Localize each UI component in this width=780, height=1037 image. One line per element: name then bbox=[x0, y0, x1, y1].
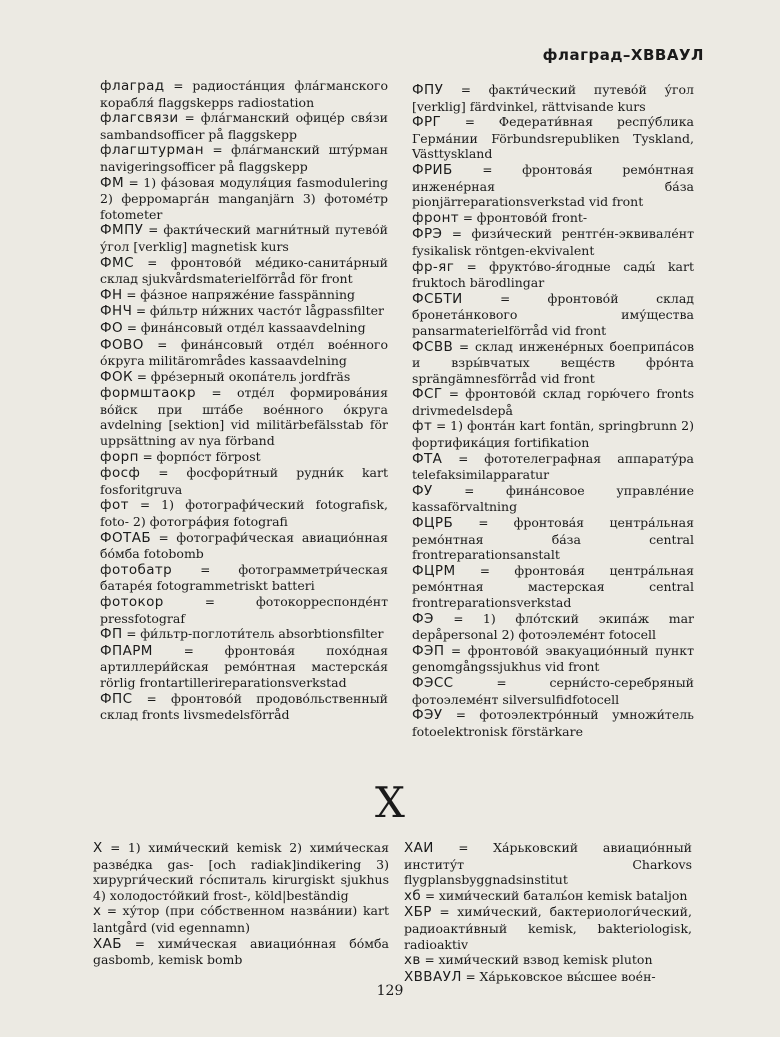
equals-sign: = bbox=[151, 530, 177, 545]
entry-headword: ФТА bbox=[412, 450, 443, 467]
entry-headword: ФЭП bbox=[412, 642, 445, 659]
equals-sign: = bbox=[164, 79, 193, 93]
equals-sign: = bbox=[143, 223, 164, 238]
equals-sign: = bbox=[459, 210, 477, 225]
dictionary-entry bbox=[100, 385, 388, 448]
dictionary-entry bbox=[100, 110, 388, 142]
entry-headword: ФПС bbox=[100, 690, 133, 707]
entry-definition: фронтово́й ме́дико-санита́рный склад sjukvårdsmaterielförråd för front bbox=[100, 254, 388, 287]
entry-headword: ФОВО bbox=[100, 336, 144, 353]
equals-sign: = bbox=[178, 111, 201, 126]
equals-sign: = bbox=[122, 627, 141, 642]
entry-definition: фронтово́й эвакуацио́нный пункт genomgångssjukhus vid front bbox=[412, 642, 694, 675]
equals-sign: = bbox=[123, 320, 141, 335]
entry-headword: ХБР bbox=[404, 904, 432, 921]
entry-headword: ФМ bbox=[100, 174, 125, 191]
equals-sign: = bbox=[452, 162, 523, 177]
entry-definition: хими́ческая авиацио́нная бо́мба gasbomb, kemisk bomb bbox=[93, 935, 389, 968]
dictionary-entry bbox=[412, 114, 694, 162]
entry-definition: фина́нсовый отде́л kassaavdelning bbox=[140, 319, 366, 335]
entry-definition: серни́сто-серебряный фотоэлеме́нт silversulfidfotocell bbox=[412, 674, 694, 707]
entry-definition: фронтово́й склад бронета́нкового иму́щества pansarmaterielförråd vid front bbox=[412, 290, 694, 338]
dictionary-entry bbox=[100, 530, 388, 562]
entry-headword: фронт bbox=[412, 209, 460, 226]
entry-definition: хими́ческий, бактериологи́ческий, радиоакти́вный kemisk, bakteriologisk, radioaktiv bbox=[404, 904, 692, 952]
entry-headword: фот bbox=[100, 497, 129, 514]
entry-headword: ФО bbox=[100, 319, 124, 336]
entry-headword: ФОТАБ bbox=[100, 529, 151, 546]
dictionary-entry bbox=[100, 643, 388, 691]
equals-sign: = bbox=[433, 841, 494, 855]
equals-sign: = bbox=[453, 675, 550, 690]
dictionary-entry bbox=[404, 904, 692, 952]
entry-headword: ФН bbox=[100, 286, 123, 303]
entry-headword: ФРГ bbox=[412, 114, 442, 131]
equals-sign: = bbox=[140, 466, 187, 481]
entry-definition: 1) хими́ческий kemisk 2) хими́ческая разве́дка gas- [och radiak]indikering 3) хирурги́ческий го́спиталь kirurgiskt sjukhus 4) холодосто́йкий frost-, köld|beständig bbox=[93, 840, 390, 903]
dictionary-entry bbox=[100, 562, 388, 594]
dictionary-entry bbox=[412, 515, 694, 563]
entry-headword: ФП bbox=[100, 626, 123, 643]
equals-sign: = bbox=[204, 143, 232, 158]
equals-sign: = bbox=[138, 449, 157, 464]
equals-sign: = bbox=[455, 563, 515, 578]
entry-definition: ху́тор (при со́бственном назва́нии) kart lantgård (vid egennamn) bbox=[93, 903, 389, 935]
left-column-top bbox=[100, 78, 388, 723]
dictionary-entry bbox=[100, 142, 388, 174]
entry-definition: фина́нсовое управле́ние kassaförvaltning bbox=[412, 482, 694, 515]
entry-definition: факти́ческий магни́тный путево́й у́гол [verklig] magnetisk kurs bbox=[100, 222, 388, 254]
right-column-top bbox=[412, 82, 694, 739]
left-column-bottom bbox=[93, 840, 389, 968]
dictionary-entry bbox=[412, 82, 694, 114]
dictionary-entry bbox=[412, 162, 694, 210]
dictionary-entry bbox=[100, 449, 388, 466]
entry-definition: фронтова́я центра́льная ремо́нтная мастерская central frontreparationsverkstad bbox=[412, 562, 694, 610]
entry-definition: фронтово́й склад горю́чего fronts drivmedelsdepå bbox=[412, 386, 694, 418]
dictionary-entry bbox=[412, 563, 694, 611]
dictionary-entry bbox=[93, 903, 389, 935]
equals-sign: = bbox=[442, 387, 466, 402]
equals-sign: = bbox=[461, 969, 480, 984]
equals-sign: = bbox=[432, 419, 451, 434]
entry-definition: фронтово́й продово́льственный склад fronts livsmedelsförråd bbox=[100, 690, 388, 723]
dictionary-entry bbox=[100, 626, 388, 643]
entry-headword: ФСБТИ bbox=[412, 290, 463, 307]
equals-sign: = bbox=[453, 339, 475, 354]
entry-headword: фосф bbox=[100, 465, 141, 482]
dictionary-entry bbox=[100, 303, 388, 320]
equals-sign: = bbox=[462, 291, 548, 306]
entry-headword: ФЦРБ bbox=[412, 515, 454, 532]
entry-headword: ФЭ bbox=[412, 610, 434, 627]
page-number: 129 bbox=[376, 983, 404, 999]
dictionary-entry bbox=[100, 337, 388, 369]
entry-definition: отде́л формирова́ния во́йск при шта́бе вое́нного о́круга avdelning [sektion] vid militärbefälsstab för uppsättning av nya förband bbox=[100, 385, 388, 449]
equals-sign: = bbox=[431, 905, 458, 920]
entry-definition: фронтова́я центра́льная ремо́нтная ба́за central frontreparationsanstalt bbox=[412, 515, 694, 563]
dictionary-entry bbox=[412, 339, 694, 387]
right-column-bottom bbox=[404, 840, 692, 985]
dictionary-entry bbox=[100, 222, 388, 254]
entry-headword: флагштурман bbox=[100, 142, 204, 159]
entry-definition: фа́зное напряже́ние fasspänning bbox=[140, 286, 355, 302]
dictionary-entry bbox=[93, 936, 389, 968]
entry-definition: хими́ческий взвод kemisk pluton bbox=[438, 952, 653, 968]
entry-headword: форп bbox=[100, 448, 139, 465]
entry-headword: ФМС bbox=[100, 254, 134, 271]
entry-headword: ФУ bbox=[412, 482, 433, 499]
equals-sign: = bbox=[102, 841, 128, 855]
equals-sign: = bbox=[128, 498, 162, 513]
dictionary-entry bbox=[412, 210, 694, 227]
dictionary-entry bbox=[100, 175, 388, 223]
dictionary-entry bbox=[412, 259, 694, 291]
entry-headword: ФМПУ bbox=[100, 222, 144, 239]
equals-sign: = bbox=[196, 386, 237, 401]
entry-headword: ФЦРМ bbox=[412, 562, 456, 579]
entry-headword: ХВВАУЛ bbox=[404, 968, 462, 985]
entry-headword: флагсвязи bbox=[100, 110, 179, 127]
entry-definition: фла́гманский шту́рман navigeringsofficer på flaggskepp bbox=[100, 142, 388, 174]
dictionary-entry bbox=[404, 888, 692, 905]
entry-definition: Ха́рьковский авиацио́нный институ́т Charkovs flygplansbyggnadsinstitut bbox=[404, 840, 692, 888]
entry-definition: 1) фонта́н kart fontän, springbrunn 2) фортифика́ция fortifikation bbox=[412, 418, 694, 451]
entry-headword: ФРЭ bbox=[412, 226, 443, 243]
dictionary-entry bbox=[404, 952, 692, 969]
entry-headword: ФЭСС bbox=[412, 674, 454, 691]
entry-definition: фотоэлектро́нный умножи́тель fotoelektronisk förstärkare bbox=[412, 707, 694, 739]
dictionary-entry bbox=[100, 594, 388, 626]
entry-definition: фосфори́тный рудни́к kart fosforitgruva bbox=[100, 465, 389, 497]
equals-sign: = bbox=[442, 227, 472, 242]
entry-definition: фототелеграфная аппарату́ра telefaksimilapparatur bbox=[412, 450, 694, 483]
entry-headword: фотобатр bbox=[100, 561, 173, 578]
dictionary-entry bbox=[100, 78, 388, 110]
entry-headword: флаград bbox=[100, 78, 165, 94]
dictionary-entry bbox=[93, 840, 389, 903]
entry-definition: фи́льтр ни́жних часто́т lågpassfilter bbox=[149, 303, 385, 319]
entry-headword: ФПАРМ bbox=[100, 642, 153, 659]
entry-headword: х bbox=[93, 903, 102, 920]
equals-sign: = bbox=[441, 115, 499, 130]
entry-definition: фина́нсовый отде́л вое́нного о́круга militärområdes kassaavdelning bbox=[100, 336, 388, 369]
entry-headword: ФСВВ bbox=[412, 338, 454, 355]
entry-headword: хв bbox=[404, 952, 421, 969]
entry-headword: ФЭУ bbox=[412, 707, 443, 724]
dictionary-entry bbox=[100, 369, 388, 386]
dictionary-entry bbox=[100, 691, 388, 723]
equals-sign: = bbox=[143, 337, 181, 352]
equals-sign: = bbox=[420, 953, 439, 968]
entry-definition: фла́гманский офице́р свя́зи sambandsofficer på flaggskepp bbox=[100, 110, 388, 142]
equals-sign: = bbox=[443, 83, 489, 97]
dictionary-entry bbox=[412, 451, 694, 483]
equals-sign: = bbox=[124, 175, 144, 190]
dictionary-entry bbox=[412, 611, 694, 643]
dictionary-entry bbox=[412, 291, 694, 339]
entry-headword: фт bbox=[412, 418, 433, 435]
equals-sign: = bbox=[132, 691, 171, 706]
dictionary-entry bbox=[100, 255, 388, 287]
entry-definition: склад инжене́рных боеприпа́сов и взры́вчатых веще́ств фро́нта sprängämnesförråd vid front bbox=[412, 338, 694, 386]
entry-headword: ФОК bbox=[100, 368, 134, 385]
equals-sign: = bbox=[133, 369, 151, 384]
entry-headword: ХАИ bbox=[404, 840, 434, 856]
entry-definition: факти́ческий путево́й у́гол [verklig] färdvinkel, rättvisande kurs bbox=[412, 82, 694, 114]
equals-sign: = bbox=[433, 611, 483, 626]
entry-headword: Х bbox=[93, 840, 103, 856]
equals-sign: = bbox=[133, 255, 171, 270]
entry-definition: физи́ческий рентге́н-эквивале́нт fysikalisk röntgen-ekvivalent bbox=[412, 226, 695, 258]
entry-headword: фотокор bbox=[100, 594, 164, 610]
entry-definition: 1) фа́зовая модуля́ция fasmodulering 2) ферромарга́н manganjärn 3) фотоме́тр fotometer bbox=[100, 174, 388, 222]
entry-headword: хб bbox=[404, 887, 422, 904]
dictionary-entry bbox=[100, 287, 388, 304]
equals-sign: = bbox=[444, 643, 468, 658]
entry-headword: ФСГ bbox=[412, 386, 443, 403]
running-head: флаград–ХВВАУЛ bbox=[542, 46, 704, 64]
equals-sign: = bbox=[163, 595, 256, 609]
dictionary-entry bbox=[412, 418, 694, 450]
entry-headword: ФПУ bbox=[412, 82, 444, 98]
entry-definition: фотокорреспонде́нт pressfotograf bbox=[100, 594, 388, 626]
entry-definition: форпо́ст förpost bbox=[156, 448, 261, 464]
entry-definition: фи́льтр-поглоти́тель absorbtionsfilter bbox=[140, 626, 384, 642]
entry-definition: Федерати́вная респу́блика Герма́нии Förbundsrepubliken Tyskland, Västtyskland bbox=[412, 114, 695, 162]
entry-headword: фр-яг bbox=[412, 258, 455, 275]
equals-sign: = bbox=[421, 888, 439, 903]
equals-sign: = bbox=[432, 483, 506, 498]
dictionary-entry bbox=[412, 675, 694, 707]
equals-sign: = bbox=[121, 936, 158, 951]
dictionary-entry bbox=[412, 707, 694, 739]
dictionary-entry bbox=[412, 643, 694, 675]
equals-sign: = bbox=[132, 304, 150, 319]
entry-definition: фотограмметри́ческая батаре́я fotogrammetriskt batteri bbox=[100, 561, 388, 594]
dictionary-entry bbox=[100, 320, 388, 337]
entry-definition: 1) фло́тский экипа́ж mar depåpersonal 2) фотоэлеме́нт fotocell bbox=[412, 610, 694, 643]
equals-sign: = bbox=[442, 451, 485, 466]
entry-definition: хими́ческий баталь́он kemisk bataljon bbox=[438, 887, 688, 903]
equals-sign: = bbox=[454, 259, 490, 274]
entry-headword: ХАБ bbox=[93, 935, 122, 952]
equals-sign: = bbox=[122, 287, 141, 302]
equals-sign: = bbox=[442, 708, 480, 723]
equals-sign: = bbox=[453, 516, 514, 531]
dictionary-entry bbox=[412, 226, 694, 258]
entry-definition: фре́зерный окопа́тель jordfräs bbox=[150, 368, 351, 384]
entry-definition: фронтова́я ремо́нтная инжене́рная ба́за pionjärreparationsverkstad vid front bbox=[412, 161, 694, 210]
entry-definition: Ха́рьковское вы́сшее вое́н- bbox=[479, 968, 656, 984]
entry-headword: ФРИБ bbox=[412, 161, 453, 178]
equals-sign: = bbox=[152, 643, 225, 658]
entry-headword: формштаокр bbox=[100, 385, 197, 402]
entry-definition: 1) фотографи́ческий fotografisk, foto- 2) фотогра́фия fotografi bbox=[100, 497, 388, 530]
dictionary-entry bbox=[412, 483, 694, 515]
entry-definition: фрукто́во-я́годные сады́ kart fruktoch bärodlingar bbox=[412, 258, 694, 291]
entry-definition: фотографи́ческая авиацио́нная бо́мба fotobomb bbox=[100, 529, 388, 562]
entry-definition: фронтово́й front- bbox=[476, 209, 588, 225]
dictionary-entry bbox=[412, 386, 694, 418]
dictionary-entry bbox=[100, 497, 388, 529]
dictionary-entry bbox=[404, 840, 692, 888]
entry-definition: фронтова́я похо́дная артиллери́йская ремо́нтная мастерска́я rörlig frontartillerireparationsverkstad bbox=[100, 642, 388, 690]
entry-definition: радиоста́нция фла́гманского корабля́ flaggskepps radiostation bbox=[100, 78, 388, 110]
equals-sign: = bbox=[172, 562, 239, 577]
section-letter: X bbox=[375, 778, 405, 827]
entry-headword: ФНЧ bbox=[100, 303, 133, 320]
equals-sign: = bbox=[101, 904, 123, 919]
dictionary-entry bbox=[100, 465, 388, 497]
